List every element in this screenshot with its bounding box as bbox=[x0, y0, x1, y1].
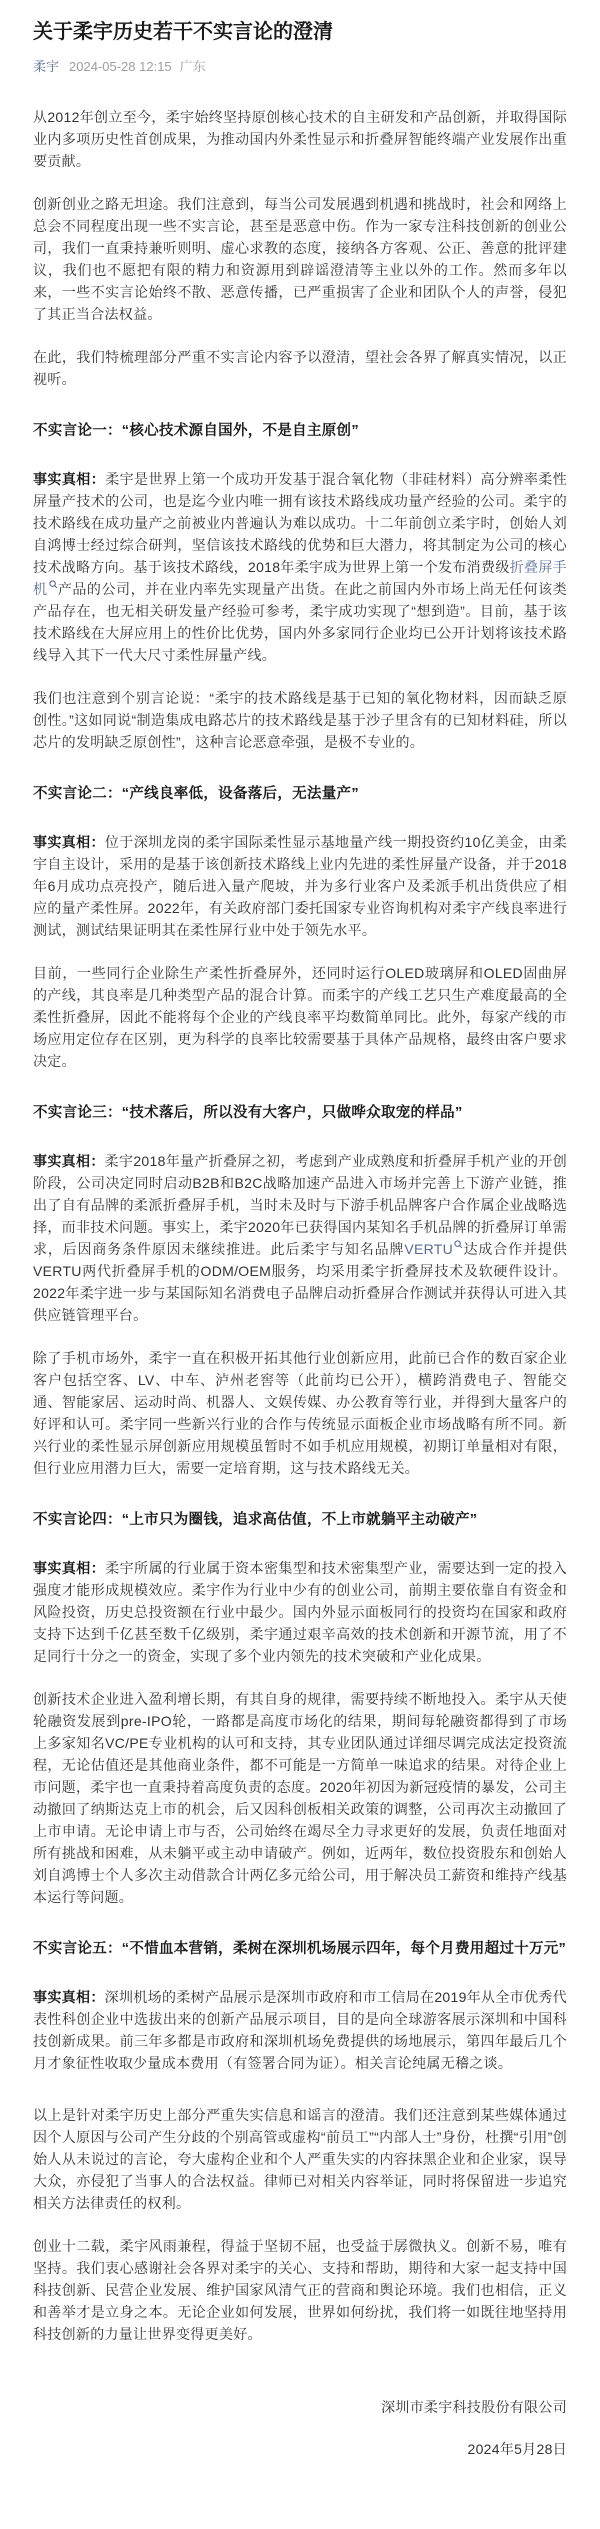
truth-text: 产品的公司，并在业内率先实现量产出货。在此之前国内外市场上尚无任何该类产品存在，也无相关研发量产经验可参考，柔宇成功实现了“想到造”。目前，基于该技术路线在大屏应用上的性价比优势，国内外多家同行企业均已公开计划将该技术路线导入其下一代大尺寸柔性屏量产线。 bbox=[33, 581, 567, 664]
truth-text: 柔宇是世界上第一个成功开发基于混合氧化物（非硅材料）高分辨率柔性屏量产技术的公司，也是迄今业内唯一拥有该技术路线成功量产经验的公司。柔宇的技术路线在成功量产之前被业内普遍认为难以成功。十二年前创立柔宇时，创始人刘自鸿博士经过综合研判，坚信该技术路线的优势和巨大潜力，将其制定为公司的核心技术战略方向。基于该技术路线，2018年柔宇成为世界上第一个发布消费级 bbox=[33, 471, 567, 576]
truth-paragraph: 除了手机市场外，柔宇一直在积极开拓其他行业创新应用，此前已合作的数百家企业客户包括空客、LV、中车、泸州老窖等（此前均已公开），横跨消费电子、智能交通、智能家居、运动时尚、机器人、文娱传媒、办公教育等行业，并得到大量客户的好评和认可。柔宇同一些新兴行业的合作与传统显示面板企业市场战略有所不同。新兴行业的柔性显示屏创新应用规模虽暂时不如手机应用规模，初期订单量相对有限，但行业应用潜力巨大，需要一定培育期，这与技术路线无关。 bbox=[33, 1350, 567, 1477]
truth-paragraph bbox=[33, 831, 567, 941]
truth-paragraph bbox=[33, 468, 567, 666]
account-name-link[interactable]: 柔宇 bbox=[33, 59, 60, 74]
claim-heading-3: 不实言论三：“技术落后，所以没有大客户，只做哗众取宠的样品” bbox=[33, 1105, 463, 1122]
truth-text: 达成合作并提供VERTU两代折叠屏手机的ODM/OEM服务，均采用柔宇折叠屏技术及软硬件设计。2022年柔宇进一步与某国际知名消费电子品牌启动折叠屏合作测试并获得认可进入其供应链管理平台。 bbox=[33, 1241, 567, 1324]
truth-paragraph bbox=[33, 1986, 567, 2074]
claim-heading-2: 不实言论二：“产线良率低，设备落后，无法量产” bbox=[33, 786, 359, 803]
intro-paragraph: 在此，我们特梳理部分严重不实言论内容予以澄清，望社会各界了解真实情况，以正视听。 bbox=[33, 349, 567, 388]
truth-label: 事实真相： bbox=[33, 1560, 106, 1577]
claim-heading-5: 不实言论五：“不惜血本营销，柔树在深圳机场展示四年，每个月费用超过十万元” bbox=[33, 1941, 567, 1958]
closing-paragraph: 创业十二载，柔宇风雨兼程，得益于坚韧不屈，也受益于孱微执义。创新不易，唯有坚持。我们衷心感谢社会各界对柔宇的关心、支持和帮助，期待和大家一起支持中国科技创新、民营企业发展、维护国家风清气正的营商和舆论环境。我们也相信，正义和善举才是立身之本。无论企业如何发展，世界如何纷扰，我们将一如既往地坚持用科技创新的力量让世界变得更美好。 bbox=[33, 2238, 567, 2343]
truth-text: 位于深圳龙岗的柔宇国际柔性显示基地量产线一期投资约10亿美金，由柔宇自主设计，采用的是基于该创新技术路线上业内先进的柔性屏量产设备，并于2018年6月成功点亮投产，随后进入量产爬坡，并为多行业客户及柔派手机出货供应了相应的量产柔性屏。2022年，有关政府部门委托国家专业咨询机构对柔宇产线良率进行测试，测试结果证明其在柔性屏行业中处于领先水平。 bbox=[33, 834, 567, 939]
truth-paragraph bbox=[33, 1150, 567, 1326]
vertu-link[interactable] bbox=[404, 1241, 463, 1257]
truth-paragraph: 目前，一些同行企业除生产柔性折叠屏外，还同时运行OLED玻璃屏和OLED固曲屏的产线，其良率是几种类型产品的混合计算。而柔宇的产线工艺只生产难度最高的全柔性折叠屏，因此不能将每个企业的产线良率平均数简单同比。此外，每家产线的市场应用定位存在区别，更为科学的良率比较需要基于具体产品规格，最终由客户要求决定。 bbox=[33, 965, 567, 1070]
truth-text: 柔宇所属的行业属于资本密集型和技术密集型产业，需要达到一定的投入强度才能形成规模效应。柔宇作为行业中少有的创业公司，前期主要依靠自有资金和风险投资，历史总投资额在行业中最少。国内外显示面板同行的投资均在国家和政府支持下达到千亿甚至数千亿级别，柔宇通过艰辛高效的技术创新和开源节流，用了不足同行十分之一的资金，实现了多个业内领先的技术突破和产业化成果。 bbox=[33, 1560, 567, 1665]
signature-date: 2024年5月28日 bbox=[467, 2441, 567, 2458]
closing-paragraph: 以上是针对柔宇历史上部分严重失实信息和谣言的澄清。我们还注意到某些媒体通过因个人原因与公司产生分歧的个别高管或虚构“前员工”“内部人士”身份，杜撰“引用”创始人从未说过的言论，夸大虚构企业和个人严重失实的内容抹黑企业和企业家，误导大众，亦侵犯了当事人的合法权益。律师已对相关内容举证，同时将保留进一步追究相关方法律责任的权利。 bbox=[33, 2107, 567, 2212]
truth-text: 深圳机场的柔树产品展示是深圳市政府和市工信局在2019年从全市优秀代表性科创企业中选拔出来的创新产品展示项目，目的是向全球游客展示深圳和中国科技创新成果。前三年多都是市政府和深圳机场免费提供的场地展示，第四年最后几个月才象征性收取少量成本费用（有签署合同为证）。相关言论纯属无稽之谈。 bbox=[33, 1989, 568, 2072]
claim-heading-4: 不实言论四：“上市只为圈钱，追求高估值，不上市就躺平主动破产” bbox=[33, 1512, 478, 1529]
truth-label: 事实真相： bbox=[33, 1153, 105, 1170]
company-signature: 深圳市柔宇科技股份有限公司 bbox=[381, 2399, 567, 2416]
truth-paragraph bbox=[33, 1557, 567, 1667]
publish-location: 广东 bbox=[179, 59, 206, 74]
truth-label: 事实真相： bbox=[33, 834, 105, 851]
truth-text: 柔宇2018年量产折叠屏之初，考虑到产业成熟度和折叠屏手机产业的开创阶段，公司决定同时启动B2B和B2C战略加速产品进入市场并完善上下游产业链，推出了自有品牌的柔派折叠屏手机，当时未及时与下游手机品牌客户合作属企业战略选择，而非技术问题。事实上，柔宇2020年已获得国内某知名手机品牌的折叠屏订单需求，后因商务条件原因未继续推进。此后柔宇与知名品牌 bbox=[33, 1153, 568, 1258]
truth-label: 事实真相： bbox=[33, 471, 106, 488]
search-sup-icon bbox=[49, 580, 58, 589]
claim-heading-1: 不实言论一：“核心技术源自国外，不是自主原创” bbox=[33, 423, 359, 440]
closing-block bbox=[33, 2104, 567, 2345]
page-title: 关于柔宇历史若干不实言论的澄清 bbox=[33, 21, 333, 43]
publish-datetime: 2024-05-28 12:15 bbox=[69, 59, 172, 74]
truth-paragraph: 我们也注意到个别言论说：“柔宇的技术路线是基于已知的氧化物材料，因而缺乏原创性。”这如同说“制造集成电路芯片的技术路线是基于沙子里含有的已知材料硅，所以芯片的发明缺乏原创性”，这种言论恶意牵强，是极不专业的。 bbox=[33, 690, 567, 751]
truth-label: 事实真相： bbox=[33, 1989, 105, 2006]
intro-paragraph: 创新创业之路无坦途。我们注意到，每当公司发展遇到机遇和挑战时，社会和网络上总会不同程度出现一些不实言论，甚至是恶意中伤。作为一家专注科技创新的创业公司，我们一直秉持兼听则明、虚心求教的态度，接纳各方客观、公正、善意的批评建议，我们也不愿把有限的精力和资源用到辟谣澄清等主业以外的工作。然而多年以来，一些不实言论始终不散、恶意传播，已严重损害了企业和团队个人的声誉，侵犯了其正当合法权益。 bbox=[33, 196, 567, 323]
search-sup-icon bbox=[454, 1240, 463, 1249]
article-meta bbox=[33, 58, 567, 76]
intro-paragraph: 从2012年创立至今，柔宇始终坚持原创核心技术的自主研发和产品创新，并取得国际业内多项历史性首创成果，为推动国内外柔性显示和折叠屏智能终端产业发展作出重要贡献。 bbox=[33, 109, 567, 170]
truth-paragraph: 创新技术企业进入盈利增长期，有其自身的规律，需要持续不断地投入。柔宇从天使轮融资发展到pre-IPO轮，一路都是高度市场化的结果，期间每轮融资都得到了市场上多家知名VC/PE专业机构的认可和支持，其专业团队通过详细尽调完成法定投资流程，无论估值还是其他商业条件，都不可能是一方简单一味追求的结果。对待企业上市问题，柔宇也一直秉持着高度负责的态度。2020年初因为新冠疫情的暴发，公司主动撤回了纳斯达克上市的机会，后又因科创板相关政策的调整，公司再次主动撤回了上市申请。无论申请上市与否，公司始终在竭尽全力寻求更好的发展，负责任地面对所有挑战和困难，从未躺平或主动申请破产。例如，近两年，数位投资股东和创始人刘自鸿博士个人多次主动借款合计两亿多元给公司，用于解决员工薪资和维持产线基本运行等问题。 bbox=[33, 1691, 567, 1906]
vertu-link-text: VERTU bbox=[404, 1241, 454, 1258]
foldable-phone-link-text: 折叠屏手机 bbox=[33, 559, 567, 598]
